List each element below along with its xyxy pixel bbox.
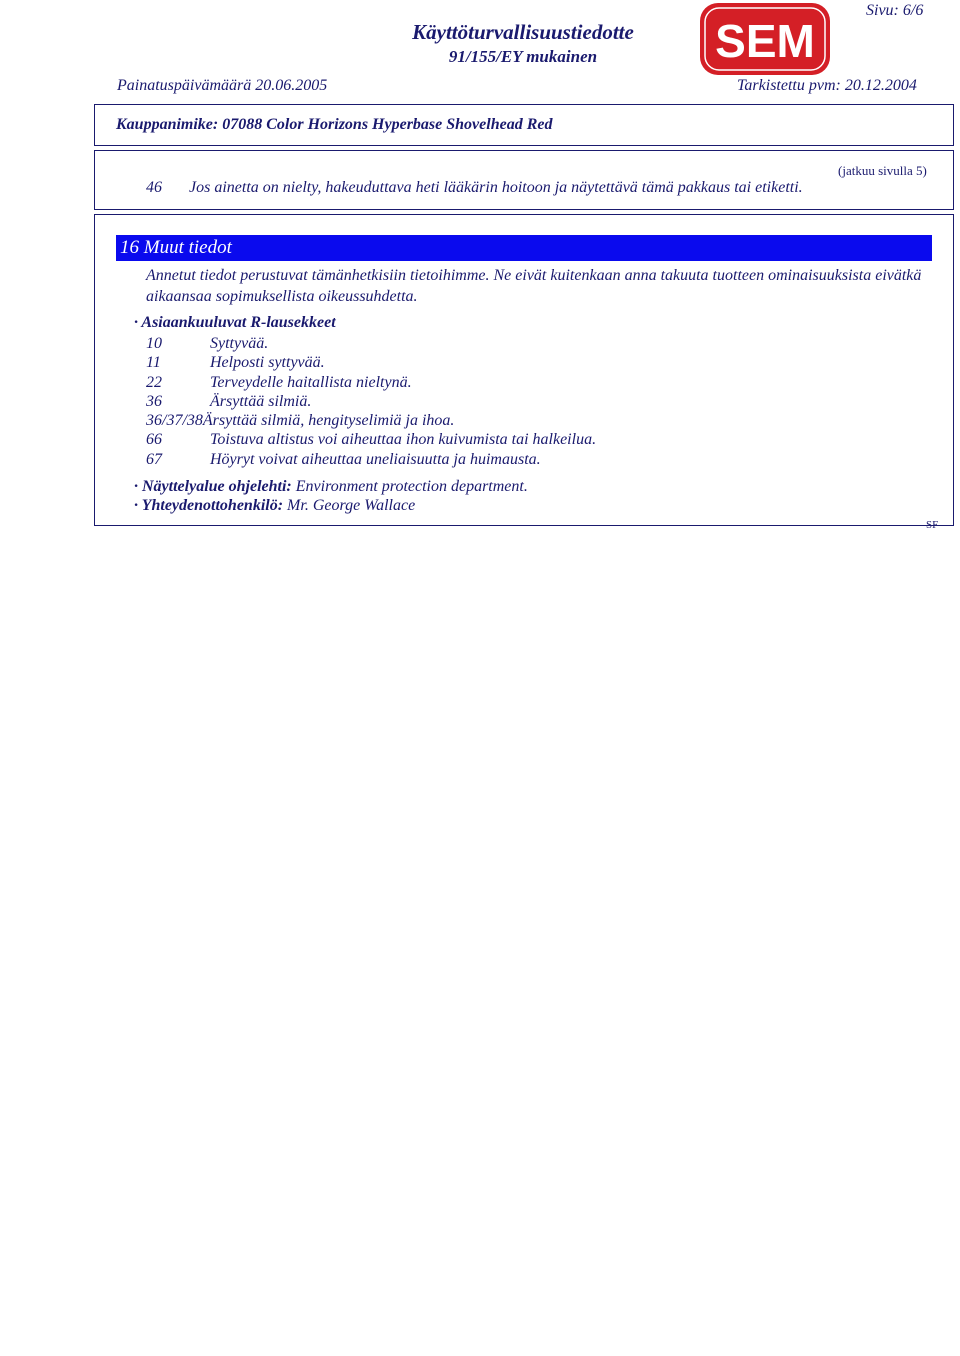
print-date: Painatuspäivämäärä 20.06.2005 [117,77,328,94]
section-header-bar [116,235,932,261]
r-phrase-item [146,334,596,353]
continuation-note: (jatkuu sivulla 5) [838,163,927,178]
r-phrase-text: Helposti syttyvää. [210,354,325,372]
section-title: 16 Muut tiedot [120,237,232,258]
disclaimer-paragraph: Annetut tiedot perustuvat tämänhetkisiin tietoihimme. Ne eivät kuitenkaan anna takuuta tuotteen ominaisuuksista eivätkä aikaansaa sopimuksellista oikeussuhdetta. [146,267,922,305]
contact-value: Mr. George Wallace [287,497,416,514]
r-phrase-item [146,430,596,449]
revised-date: Tarkistettu pvm: 20.12.2004 [737,77,917,94]
contact-line [134,497,415,515]
document-subtitle: 91/155/EY mukainen [448,47,598,66]
continuation-number: 46 [146,179,162,196]
r-phrase-code: 36/37/38 [146,412,203,430]
r-phrase-code: 66 [146,431,162,449]
r-phrase-text: Ärsyttää silmiä, hengityselimiä ja ihoa. [202,412,455,430]
r-phrase-text: Toistuva altistus voi aiheuttaa ihon kuivumista tai halkeilua. [210,431,597,449]
page-number: Sivu: 6/6 [866,2,924,19]
r-phrase-code: 36 [146,392,162,410]
r-phrase-text: Syttyvää. [210,335,269,352]
r-phrase-item [146,411,596,430]
r-phrase-code: 11 [146,354,161,372]
r-phrase-text: Terveydelle haitallista nieltynä. [210,373,412,391]
sem-logo [699,2,831,76]
advice-line [134,478,528,496]
r-phrase-code: 67 [146,450,162,468]
r-phrases-list [146,334,596,469]
sem-logo-text: SEM [715,15,815,67]
continuation-text: Jos ainetta on nielty, hakeuduttava heti lääkärin hoitoon ja näytettävä tämä pakkaus tai etiketti. [189,179,803,196]
r-phrase-item [146,373,596,392]
advice-label: · Näyttelyalue ohjelehti: [134,478,292,495]
r-phrase-item [146,450,596,469]
r-phrase-text: Ärsyttää silmiä. [210,392,312,410]
advice-value: Environment protection department. [295,478,528,495]
continuation-line [146,179,803,197]
r-phrase-code: 10 [146,335,162,352]
trade-name: Kauppanimike: 07088 Color Horizons Hyperbase Shovelhead Red [116,116,553,133]
document-title: Käyttöturvallisuustiedotte [412,20,634,44]
contact-label: · Yhteydenottohenkilö: [134,497,284,514]
r-phrase-text: Höyryt voivat aiheuttaa uneliaisuutta ja huimausta. [210,450,541,468]
r-phrase-item [146,392,596,411]
r-phrase-code: 22 [146,373,162,391]
r-phrases-heading: · Asiaankuuluvat R-lausekkeet [134,314,336,331]
country-code: SF [926,519,939,531]
r-phrase-item [146,353,596,372]
